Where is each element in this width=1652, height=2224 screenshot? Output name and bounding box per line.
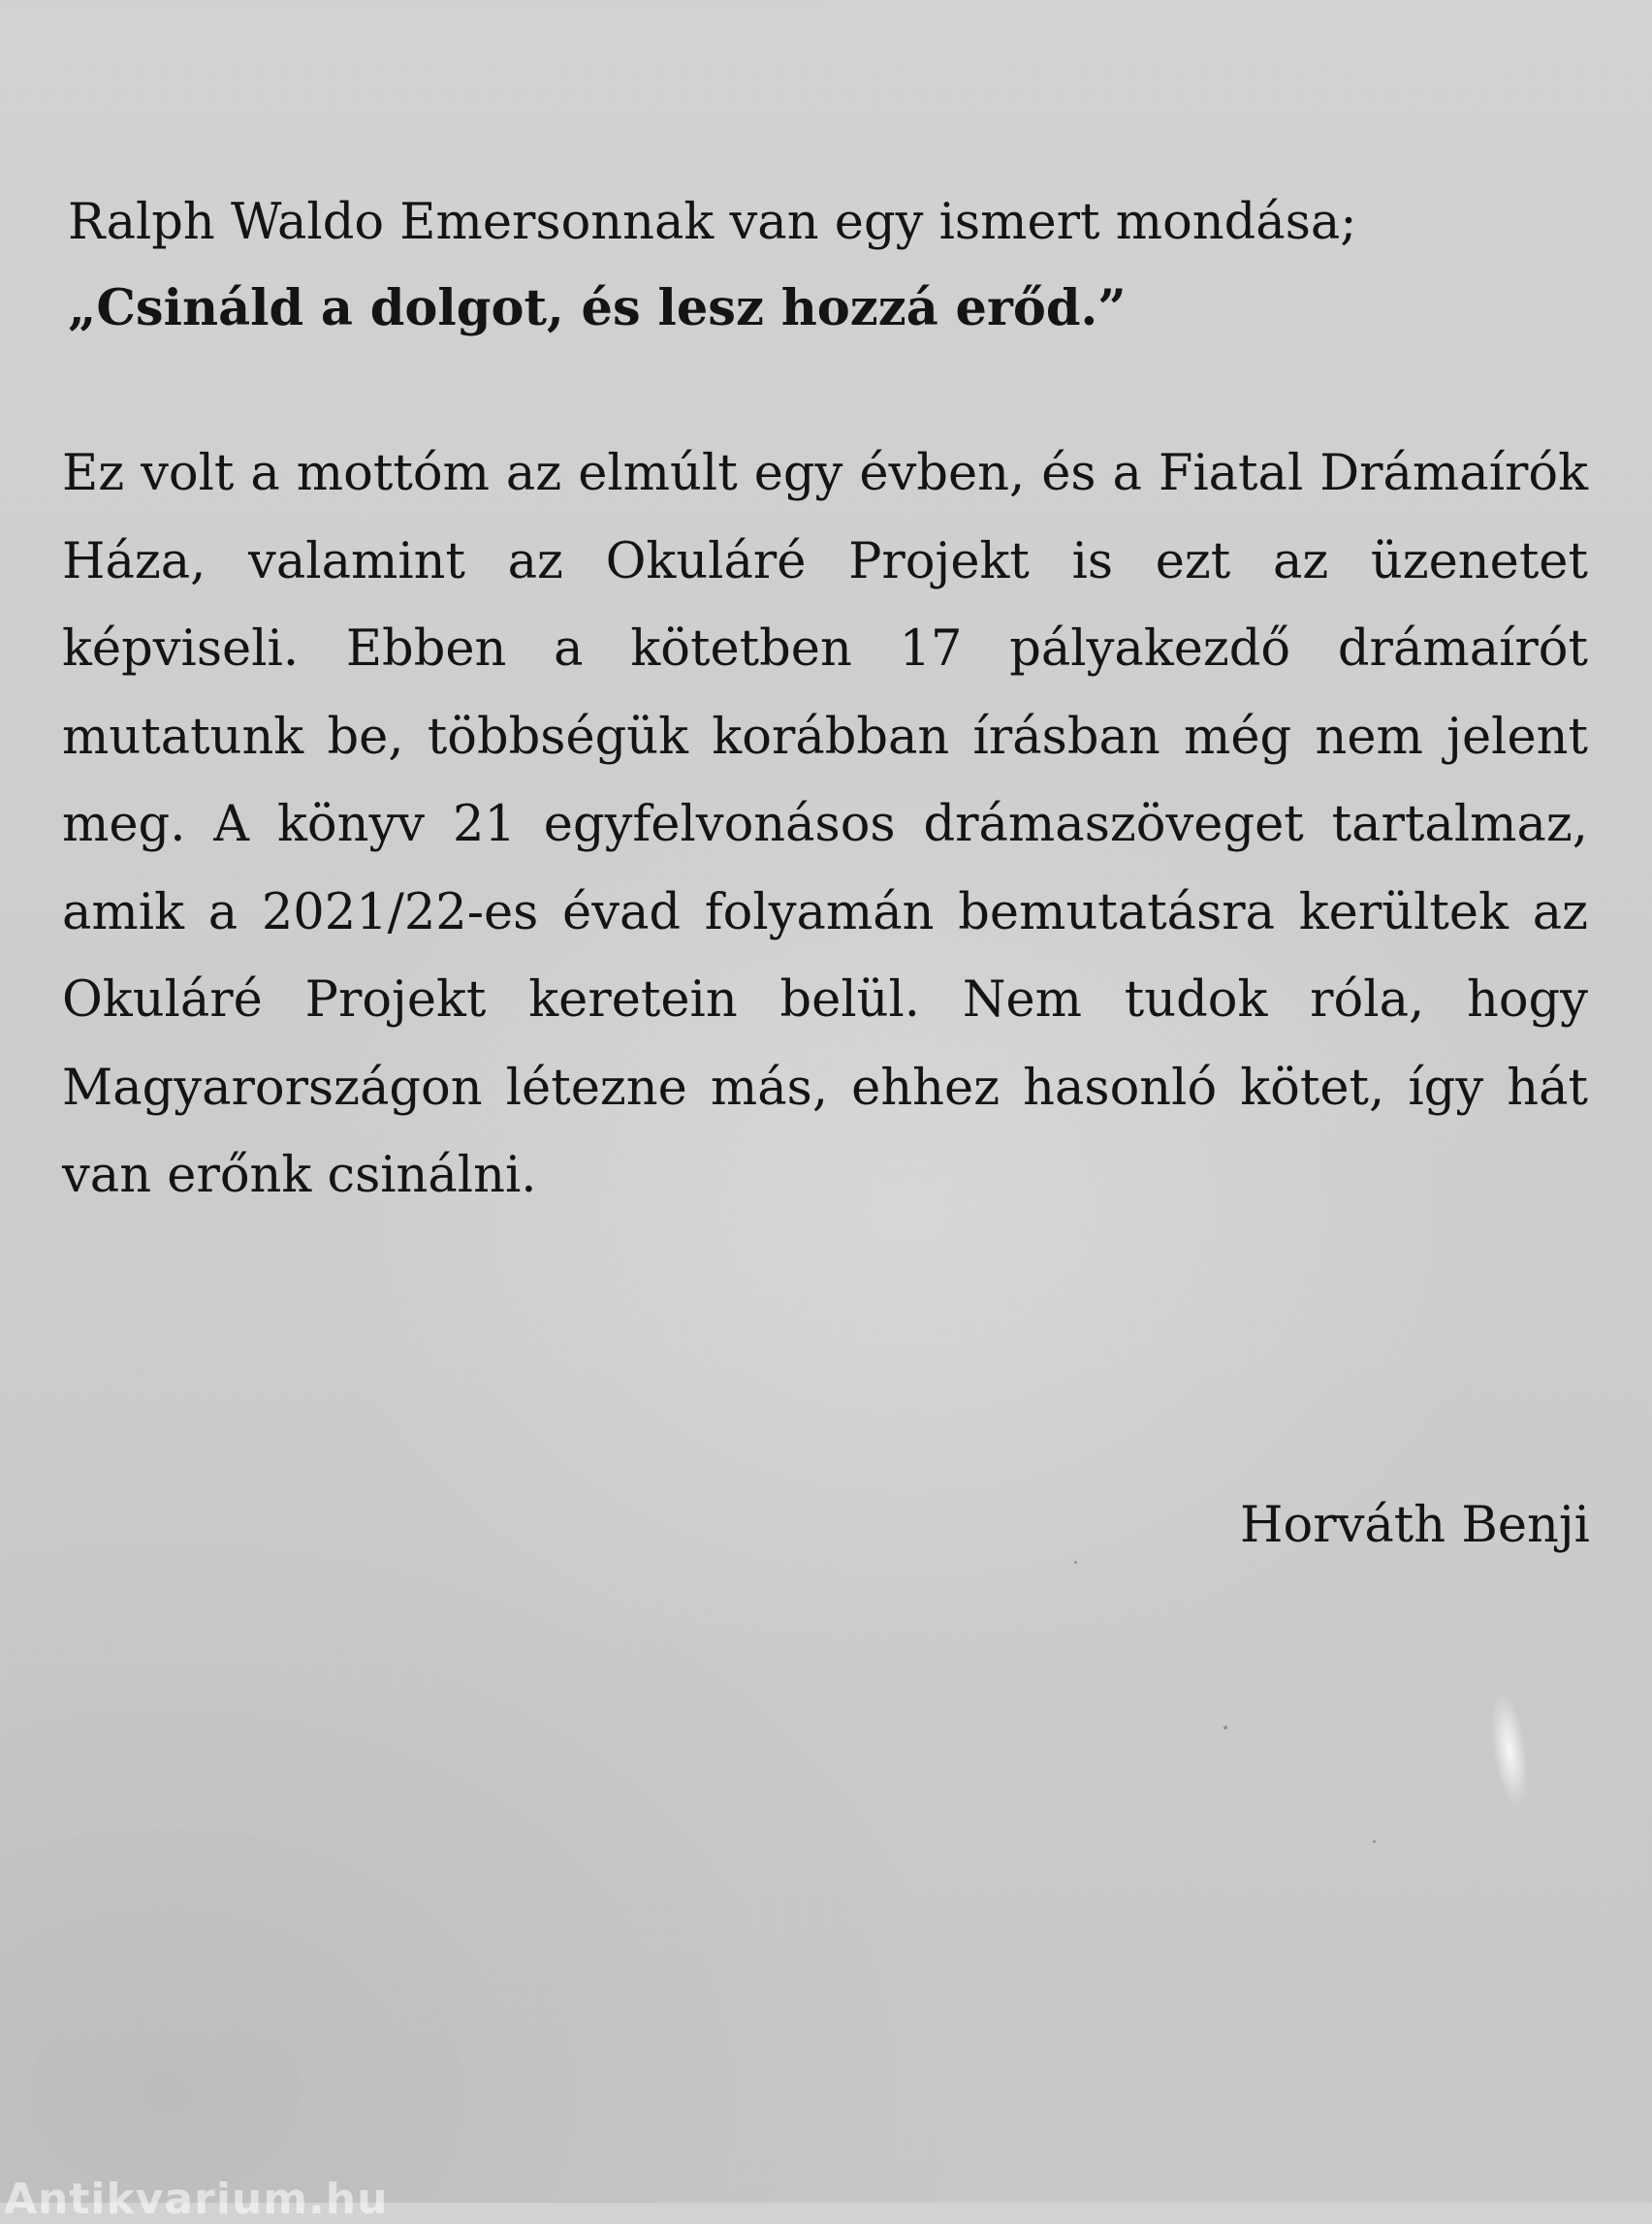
dust-speck [1223,1726,1227,1730]
dust-speck [1074,1561,1077,1564]
emerson-quote: „Csináld a dolgot, és lesz hozzá erőd.” [68,279,1127,337]
body-paragraph: Ez volt a mottóm az elmúlt egy évben, és a Fiatal Drámaírók Háza, valamint az Okuláré Projekt is ezt az üzenetet képviseli. Ebben a kötetben 17 pályakezdő drámaírót mutatunk be, többségük korábban írásban még nem jelent meg. A könyv 21 egyfelvonásos drámaszöveget tartalmaz, amik a 2021/22-es évad folyamán bemutatásra kerültek az Okuláré Projekt keretein belül. Nem tudok róla, hogy Magyarországon létezne más, ehhez hasonló kötet, így hát van erőnk csinálni. [62,445,1588,1204]
light-glare [1485,1690,1534,1810]
intro-block [68,180,1600,351]
intro-lead-text: Ralph Waldo Emersonnak van egy ismert mondása; [68,194,1357,251]
watermark: Antikvarium.hu [4,2175,389,2224]
author-signature: Horváth Benji [1240,1497,1590,1554]
dust-speck [1373,1840,1376,1843]
